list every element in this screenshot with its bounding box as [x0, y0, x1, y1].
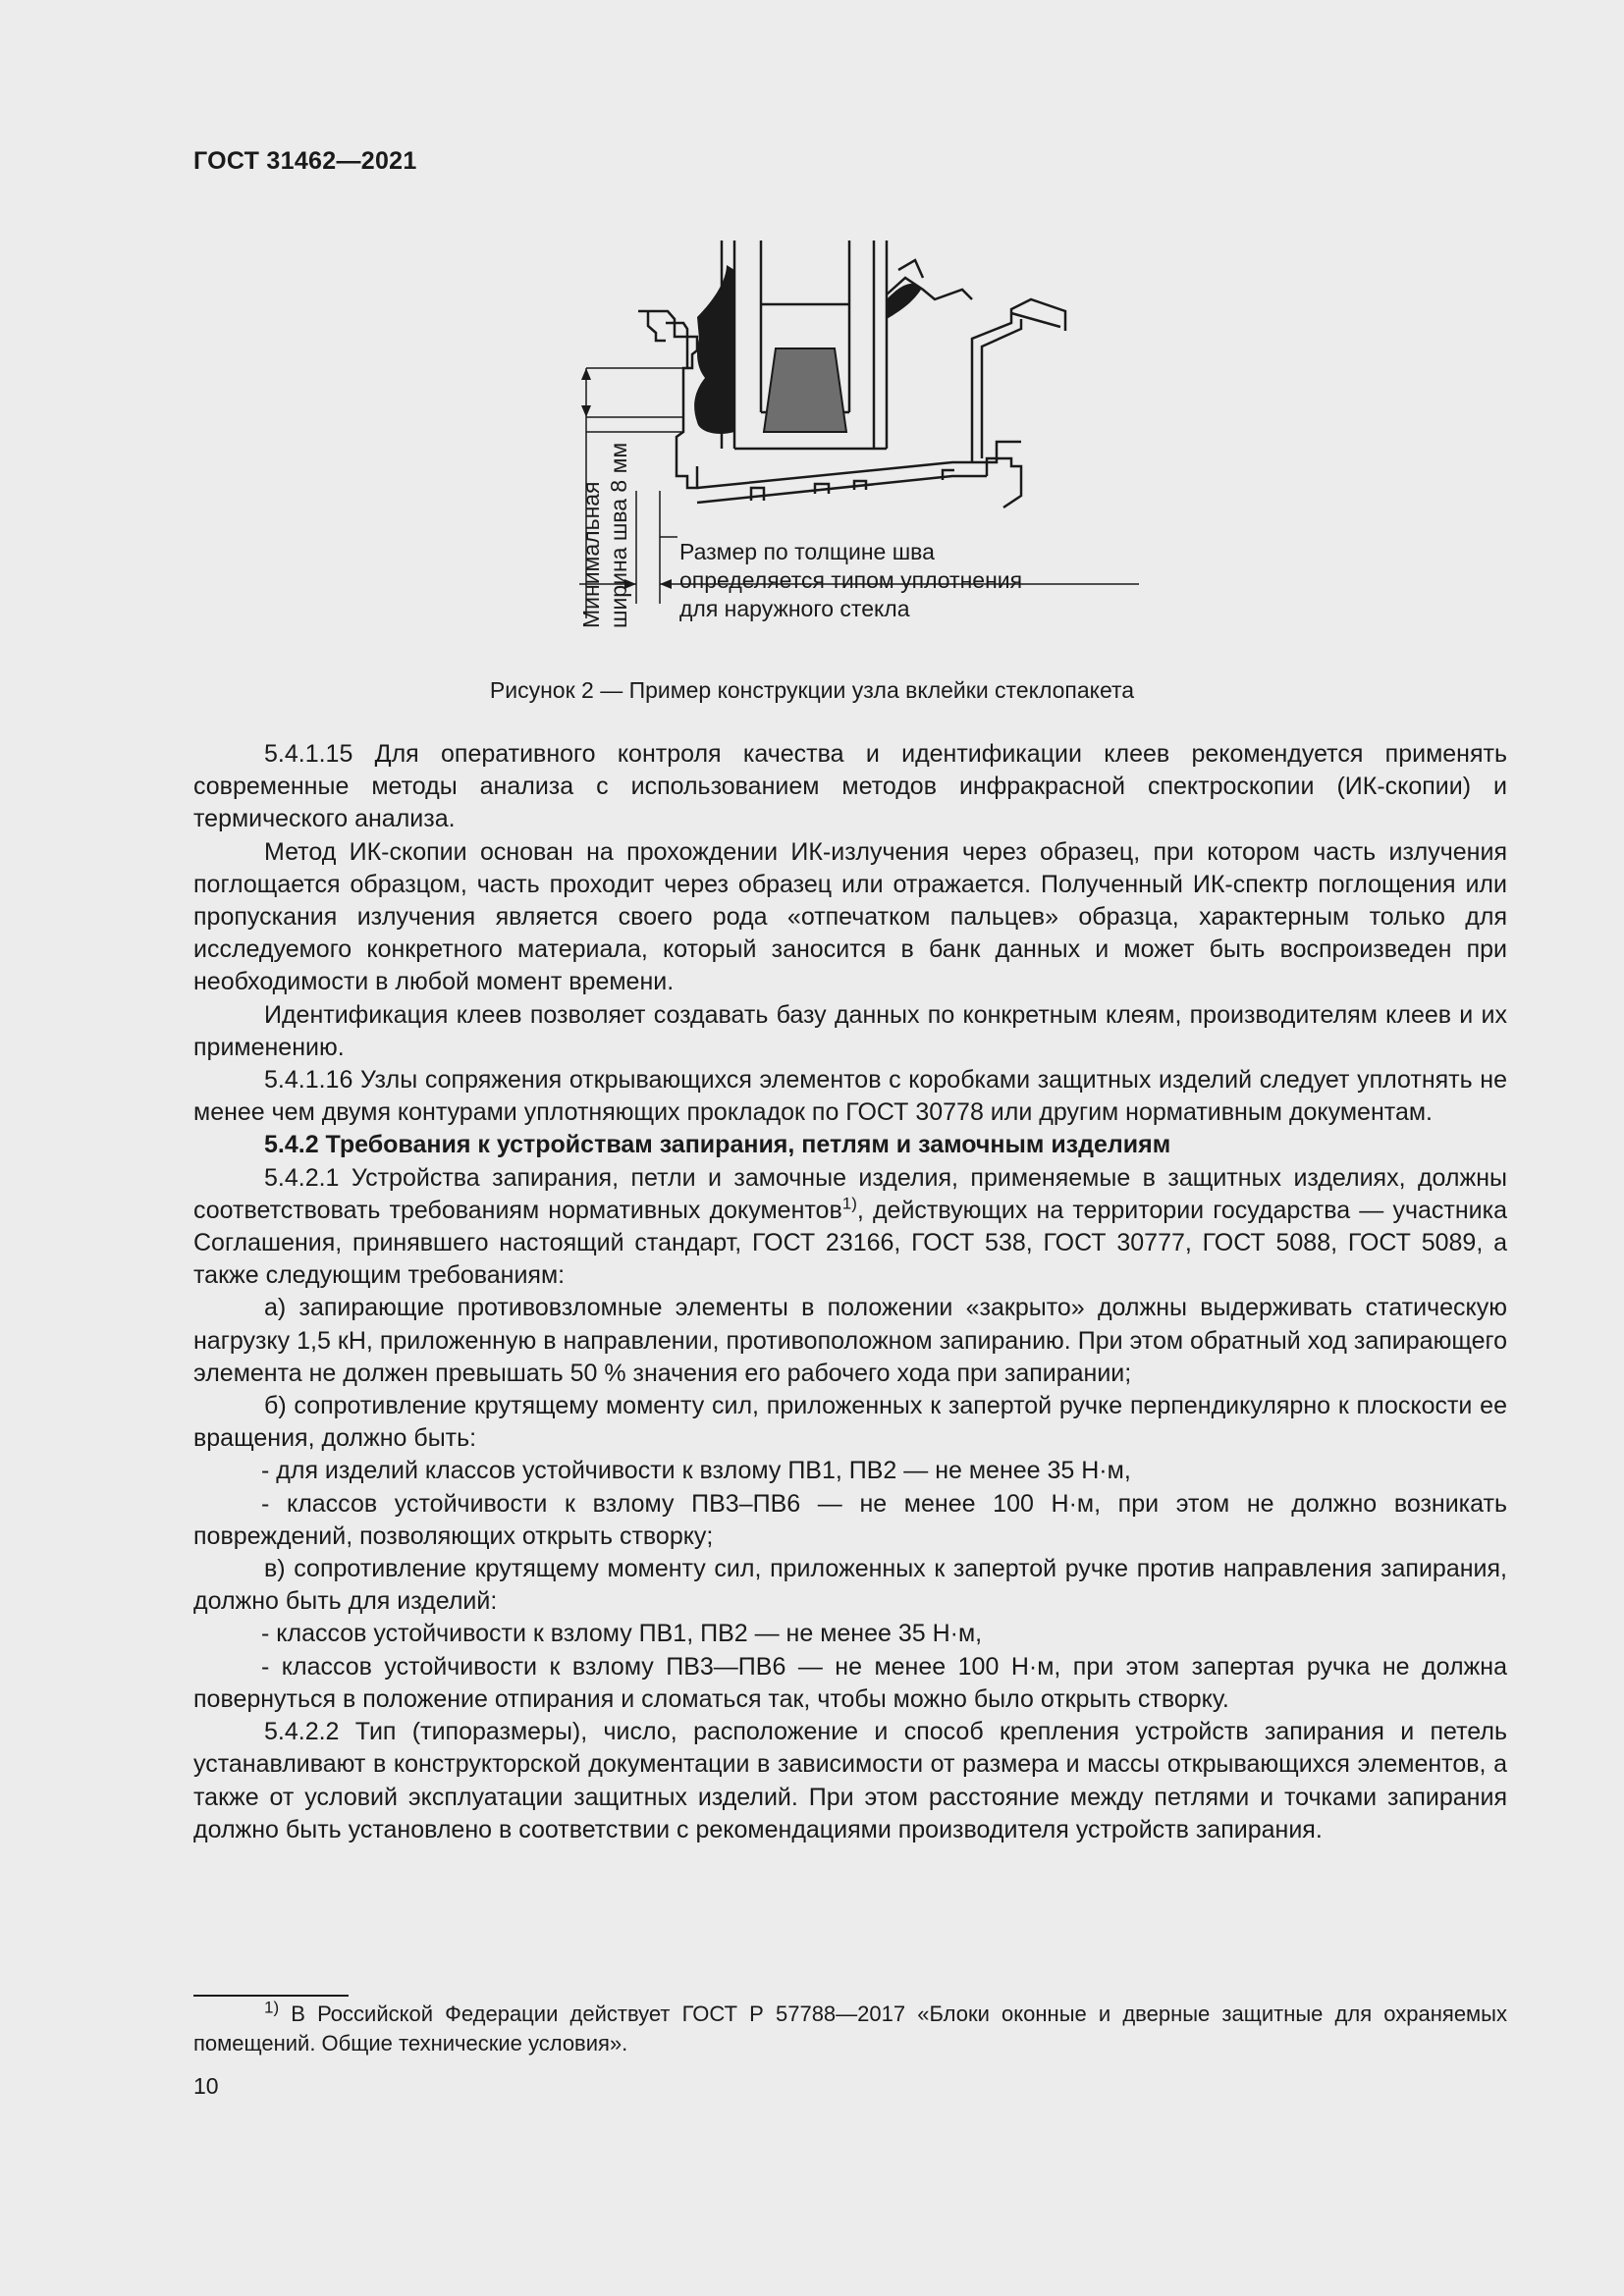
list-item-v: в) сопротивление крутящему моменту сил, приложенных к запертой ручке против направления запирания, должно быть для изделий: [193, 1555, 1507, 1616]
dash-item-b2: - классов устойчивости к взлому ПВ3–ПВ6 — не менее 100 Н·м, при этом не должно возникать повреждений, позволяющих открыть створку; [193, 1489, 1507, 1550]
body-text [193, 738, 1507, 1846]
paragraph-5-4-2-2: 5.4.2.2 Тип (типоразмеры), число, расположение и способ крепления устройств запирания и петель устанавливают в конструкторской документации в зависимости от размера и массы открывающихся элементов, а также от условий эксплуатации защитных изделий. При этом расстояние между петлями и точками запирания должно быть установлено в соответствии с рекомендациями производителя устройств запирания. [193, 1718, 1507, 1843]
footnote [193, 2000, 1507, 2058]
paragraph-5-4-2-1 [193, 1162, 1507, 1293]
page-number: 10 [193, 2073, 219, 2099]
list-item-b: б) сопротивление крутящему моменту сил, приложенных к запертой ручке перпендикулярно к плоскости ее вращения, должно быть: [193, 1392, 1507, 1453]
paragraph-5-4-2-1-part2: , действующих на территории государства — участника Соглашения, принявшего настоящий стандарт, ГОСТ 23166, ГОСТ 538, ГОСТ 30777, ГОСТ 5088, ГОСТ 5089, а также следующим требованиям: [193, 1196, 1507, 1290]
section-heading-5-4-2: 5.4.2 Требования к устройствам запирания, петлям и замочным изделиям [264, 1131, 1171, 1159]
list-item-a: а) запирающие противовзломные элементы в положении «закрыто» должны выдерживать статическую нагрузку 1,5 кН, приложенную в направлении, противоположном запиранию. При этом обратный ход запирающего элемента не должен превышать 50 % значения его рабочего хода при запирании; [193, 1294, 1507, 1387]
label-thickness-line3: для наружного стекла [679, 596, 910, 621]
footnote-divider [193, 1995, 349, 1997]
paragraph-5-4-1-15: 5.4.1.15 Для оперативного контроля качества и идентификации клеев рекомендуется применять современные методы анализа с использованием методов инфракрасной спектроскопии (ИК-скопии) и термического анализа. [193, 740, 1507, 833]
footnote-text: В Российской Федерации действует ГОСТ Р 57788—2017 «Блоки оконные и дверные защитные для охраняемых помещений. Общие технические условия». [193, 2002, 1507, 2056]
document-header: ГОСТ 31462—2021 [193, 147, 417, 175]
dash-item-v1: - классов устойчивости к взлому ПВ1, ПВ2 — не менее 35 Н·м, [261, 1620, 983, 1648]
dash-item-b1: - для изделий классов устойчивости к взлому ПВ1, ПВ2 — не менее 35 Н·м, [261, 1457, 1131, 1485]
dash-item-v2: - классов устойчивости к взлому ПВ3—ПВ6 — не менее 100 Н·м, при этом запертая ручка не должна повернуться в положение отпирания и сломаться так, чтобы можно было открыть створку. [193, 1652, 1507, 1713]
label-min-width-line2: ширина шва 8 мм [606, 442, 631, 628]
figure-2 [550, 231, 1159, 643]
paragraph-5-4-2-1-part1: 5.4.2.1 Устройства запирания, петли и замочные изделия, применяемые в защитных изделиях, должны соответствовать требованиям нормативных документов [193, 1163, 1507, 1224]
glazing-joint-drawing [550, 231, 1159, 643]
paragraph-identification: Идентификация клеев позволяет создавать базу данных по конкретным клеям, производителям клеев и их применению. [193, 1000, 1507, 1061]
label-thickness-line1: Размер по толщине шва [679, 539, 935, 564]
label-min-width-line1: Минимальная [578, 481, 604, 628]
label-thickness-line2: определяется типом уплотнения [679, 567, 1023, 593]
paragraph-5-4-1-16: 5.4.1.16 Узлы сопряжения открывающихся элементов с коробками защитных изделий следует уплотнять не менее чем двумя контурами уплотняющих прокладок по ГОСТ 30778 или другим нормативным документам. [193, 1066, 1507, 1127]
figure-caption: Рисунок 2 — Пример конструкции узла вклейки стеклопакета [489, 677, 1135, 703]
footnote-ref: 1) [841, 1194, 857, 1213]
paragraph-ir-method: Метод ИК-скопии основан на прохождении ИК-излучения через образец, при котором часть излучения поглощается образцом, часть проходит через образец или отражается. Полученный ИК-спектр поглощения или пропускания излучения является своего рода «отпечатком пальцев» образца, характерным только для исследуемого конкретного материала, который заносится в банк данных и может быть воспроизведен при необходимости в любой момент времени. [193, 837, 1507, 996]
footnote-marker: 1) [264, 1998, 280, 2017]
